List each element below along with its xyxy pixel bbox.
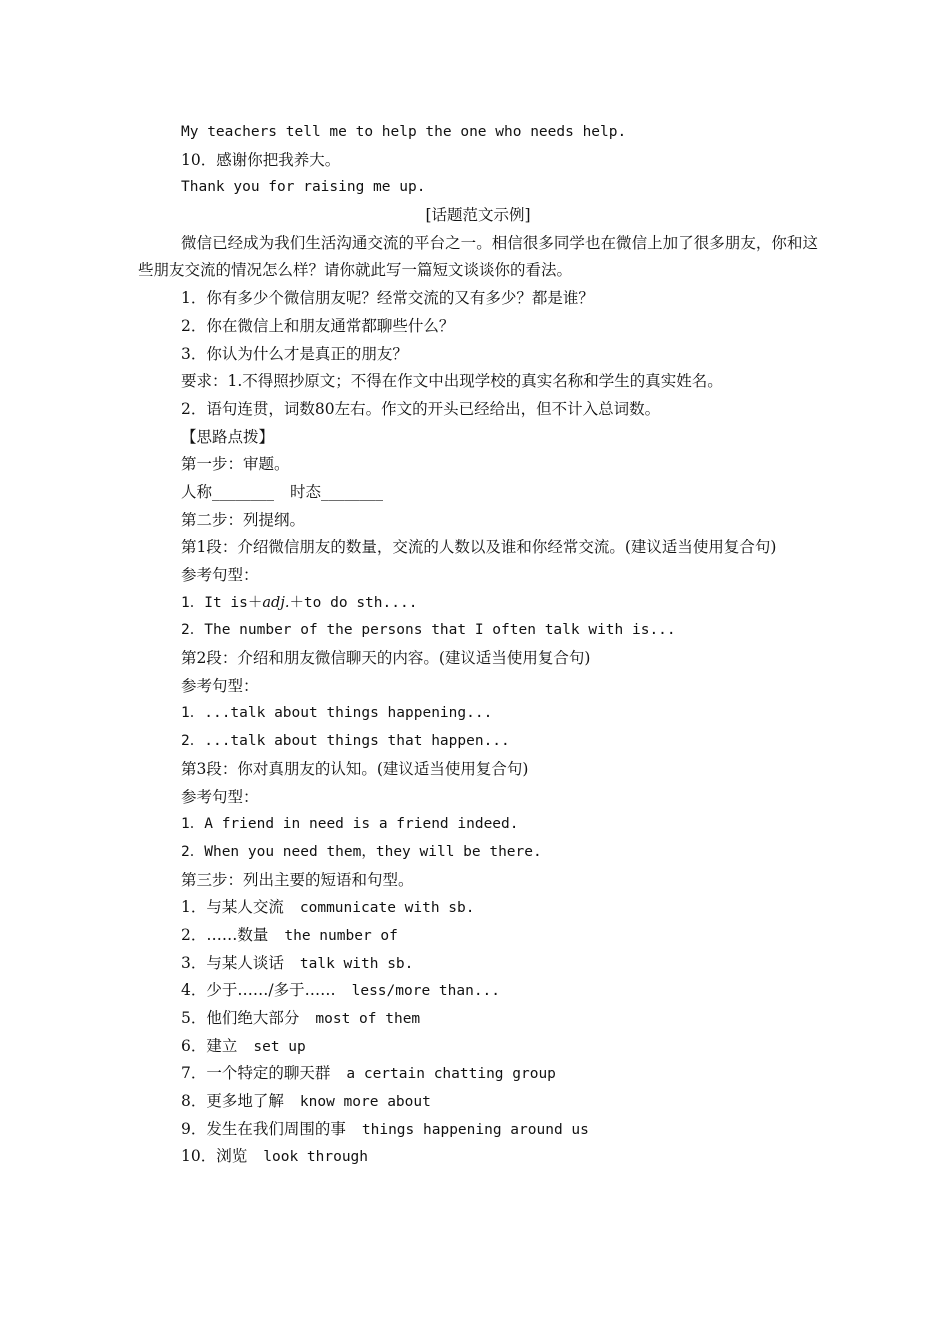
phrase-num: 9． [181, 1119, 207, 1138]
question-1: 1．你有多少个微信朋友呢？经常交流的又有多少？都是谁？ [181, 289, 594, 308]
phrase-cn: 少于……/多于…… [206, 981, 336, 1000]
pattern-3-1: 1．A friend in need is a friend indeed. [181, 816, 519, 833]
pattern-1-2: 2．The number of the persons that I often talk with is... [181, 622, 676, 639]
item-10-cn: 10．感谢你把我养大。 [181, 150, 341, 169]
step-1: 第一步：审题。 [181, 455, 290, 474]
question-2: 2．你在微信上和朋友通常都聊些什么？ [181, 316, 455, 335]
person-tense-blanks [138, 479, 818, 507]
prompt-paragraph: 微信已经成为我们生活沟通交流的平台之一。相信很多同学也在微信上加了很多朋友，你和这些朋友交流的情况怎么样？请你就此写一篇短文谈谈你的看法。 [138, 233, 818, 280]
phrase-en: most of them [315, 1011, 421, 1028]
phrase-en: less/more than... [351, 983, 501, 1000]
reference-pattern-label-2: 参考句型： [181, 676, 259, 695]
phrase-cn: 建立 [206, 1036, 238, 1055]
phrase-en: know more about [299, 1094, 431, 1111]
phrase-num: 8． [181, 1092, 207, 1111]
phrase-cn: 他们绝大部分 [206, 1009, 300, 1028]
step-2: 第二步：列提纲。 [181, 510, 306, 529]
reference-pattern-label-1: 参考句型： [181, 566, 259, 585]
item-10-en: Thank you for raising me up. [181, 179, 426, 196]
phrase-cn: 浏览 [216, 1147, 248, 1166]
phrase-item [138, 1143, 818, 1171]
phrase-item [138, 894, 818, 922]
pattern-1-1 [138, 590, 818, 618]
phrase-cn: ……数量 [206, 925, 269, 944]
phrase-item [138, 1005, 818, 1033]
pattern-3-2: 2．When you need them，they will be there. [181, 843, 542, 860]
phrase-item [138, 1088, 818, 1116]
phrase-num: 4． [181, 981, 207, 1000]
section-title: [话题范文示例] [425, 206, 531, 225]
paragraph-3-outline: 第3段：你对真朋友的认知。(建议适当使用复合句) [181, 759, 529, 778]
phrase-en: set up [253, 1038, 306, 1055]
phrase-en: look through [263, 1149, 369, 1166]
requirement-1: 要求：1.不得照抄原文；不得在作文中出现学校的真实名称和学生的真实姓名。 [181, 372, 723, 391]
paragraph-2-outline: 第2段：介绍和朋友微信聊天的内容。(建议适当使用复合句) [181, 649, 591, 668]
step-3: 第三步：列出主要的短语和句型。 [181, 870, 414, 889]
phrase-num: 1． [181, 898, 207, 917]
tips-heading: 【思路点拨】 [181, 427, 275, 446]
phrase-cn: 发生在我们周围的事 [206, 1119, 346, 1138]
pattern-2-1: 1．...talk about things happening... [181, 705, 493, 722]
phrase-item [138, 977, 818, 1005]
phrase-cn: 与某人谈话 [206, 953, 284, 972]
phrase-num: 10． [181, 1147, 217, 1166]
tense-blank: 时态________ [290, 482, 384, 501]
pattern-2-2: 2．...talk about things that happen... [181, 733, 510, 750]
person-blank: 人称________ [181, 482, 275, 501]
phrase-num: 6． [181, 1036, 207, 1055]
pattern-1-1-part-a: 1．It is＋ [181, 594, 263, 611]
phrase-en: a certain chatting group [346, 1066, 556, 1083]
pattern-1-1-part-c: ＋to do sth.... [289, 594, 418, 611]
phrase-num: 3． [181, 953, 207, 972]
example-sentence-en: My teachers tell me to help the one who needs help. [181, 124, 627, 140]
phrase-item [138, 1060, 818, 1088]
phrase-num: 5． [181, 1009, 207, 1028]
phrase-item [138, 1116, 818, 1144]
document-page [138, 119, 818, 1171]
phrase-cn: 与某人交流 [206, 898, 284, 917]
phrase-cn: 一个特定的聊天群 [206, 1064, 331, 1083]
phrase-en: things happening around us [361, 1121, 589, 1138]
phrase-item [138, 950, 818, 978]
phrase-num: 7． [181, 1064, 207, 1083]
question-3: 3．你认为什么才是真正的朋友？ [181, 344, 408, 363]
phrase-en: communicate with sb. [299, 900, 475, 917]
paragraph-1-outline: 第1段：介绍微信朋友的数量，交流的人数以及谁和你经常交流。(建议适当使用复合句) [181, 538, 777, 557]
requirement-2: 2．语句连贯，词数80左右。作文的开头已经给出，但不计入总词数。 [181, 399, 661, 418]
phrase-en: the number of [284, 927, 398, 944]
pattern-1-1-adj: adj. [262, 594, 290, 611]
phrase-item [138, 922, 818, 950]
phrase-item [138, 1033, 818, 1061]
phrase-cn: 更多地了解 [206, 1092, 284, 1111]
phrase-num: 2． [181, 925, 207, 944]
reference-pattern-label-3: 参考句型： [181, 787, 259, 806]
phrase-en: talk with sb. [299, 955, 414, 972]
